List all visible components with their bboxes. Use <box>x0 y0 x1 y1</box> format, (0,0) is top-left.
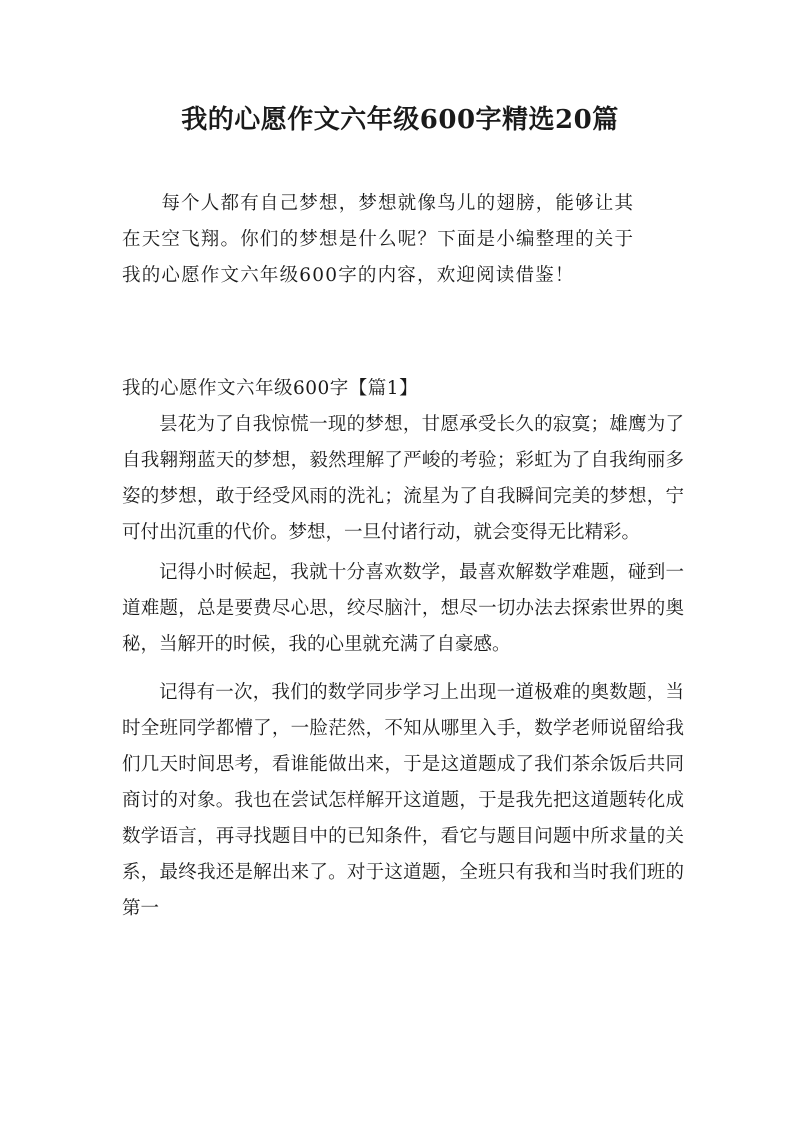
intro-paragraph <box>122 186 684 294</box>
body-paragraph-2: 记得小时候起，我就十分喜欢数学，最喜欢解数学难题，碰到一道难题，总是要费尽心思，绞尽脑汁，想尽一切办法去探索世界的奥秘，当解开的时候，我的心里就充满了自豪感。 <box>122 562 684 655</box>
intro-line-3: 我的心愿作文六年级600字的内容，欢迎阅读借鉴！ <box>122 265 575 286</box>
section-heading: 我的心愿作文六年级600字【篇1】 <box>122 378 419 399</box>
body-paragraph-3: 记得有一次，我们的数学同步学习上出现一道极难的奥数题，当时全班同学都懵了，一脸茫然，不知从哪里入手，数学老师说留给我们几天时间思考，看谁能做出来，于是这道题成了我们茶余饭后共同商讨的对象。我也在尝试怎样解开这道题，于是我先把这道题转化成数学语言，再寻找题目中的已知条件，看它与题目问题中所求量的关系，最终我还是解出来了。对于这道题，全班只有我和当时我们班的第一 <box>122 682 684 919</box>
article-body <box>122 371 684 939</box>
document-title: 我的心愿作文六年级600字精选20篇 <box>181 105 619 135</box>
intro-line-1: 每个人都有自己梦想，梦想就像鸟儿的翅膀，能够让其 <box>122 193 635 214</box>
intro-line-2: 在天空飞翔。你们的梦想是什么呢？下面是小编整理的关于 <box>122 229 635 250</box>
body-paragraph-1: 昙花为了自我惊慌一现的梦想，甘愿承受长久的寂寞；雄鹰为了自我翱翔蓝天的梦想，毅然理解了严峻的考验；彩虹为了自我绚丽多姿的梦想，敢于经受风雨的洗礼；流星为了自我瞬间完美的梦想，宁可付出沉重的代价。梦想，一旦付诸行动，就会变得无比精彩。 <box>122 414 684 543</box>
